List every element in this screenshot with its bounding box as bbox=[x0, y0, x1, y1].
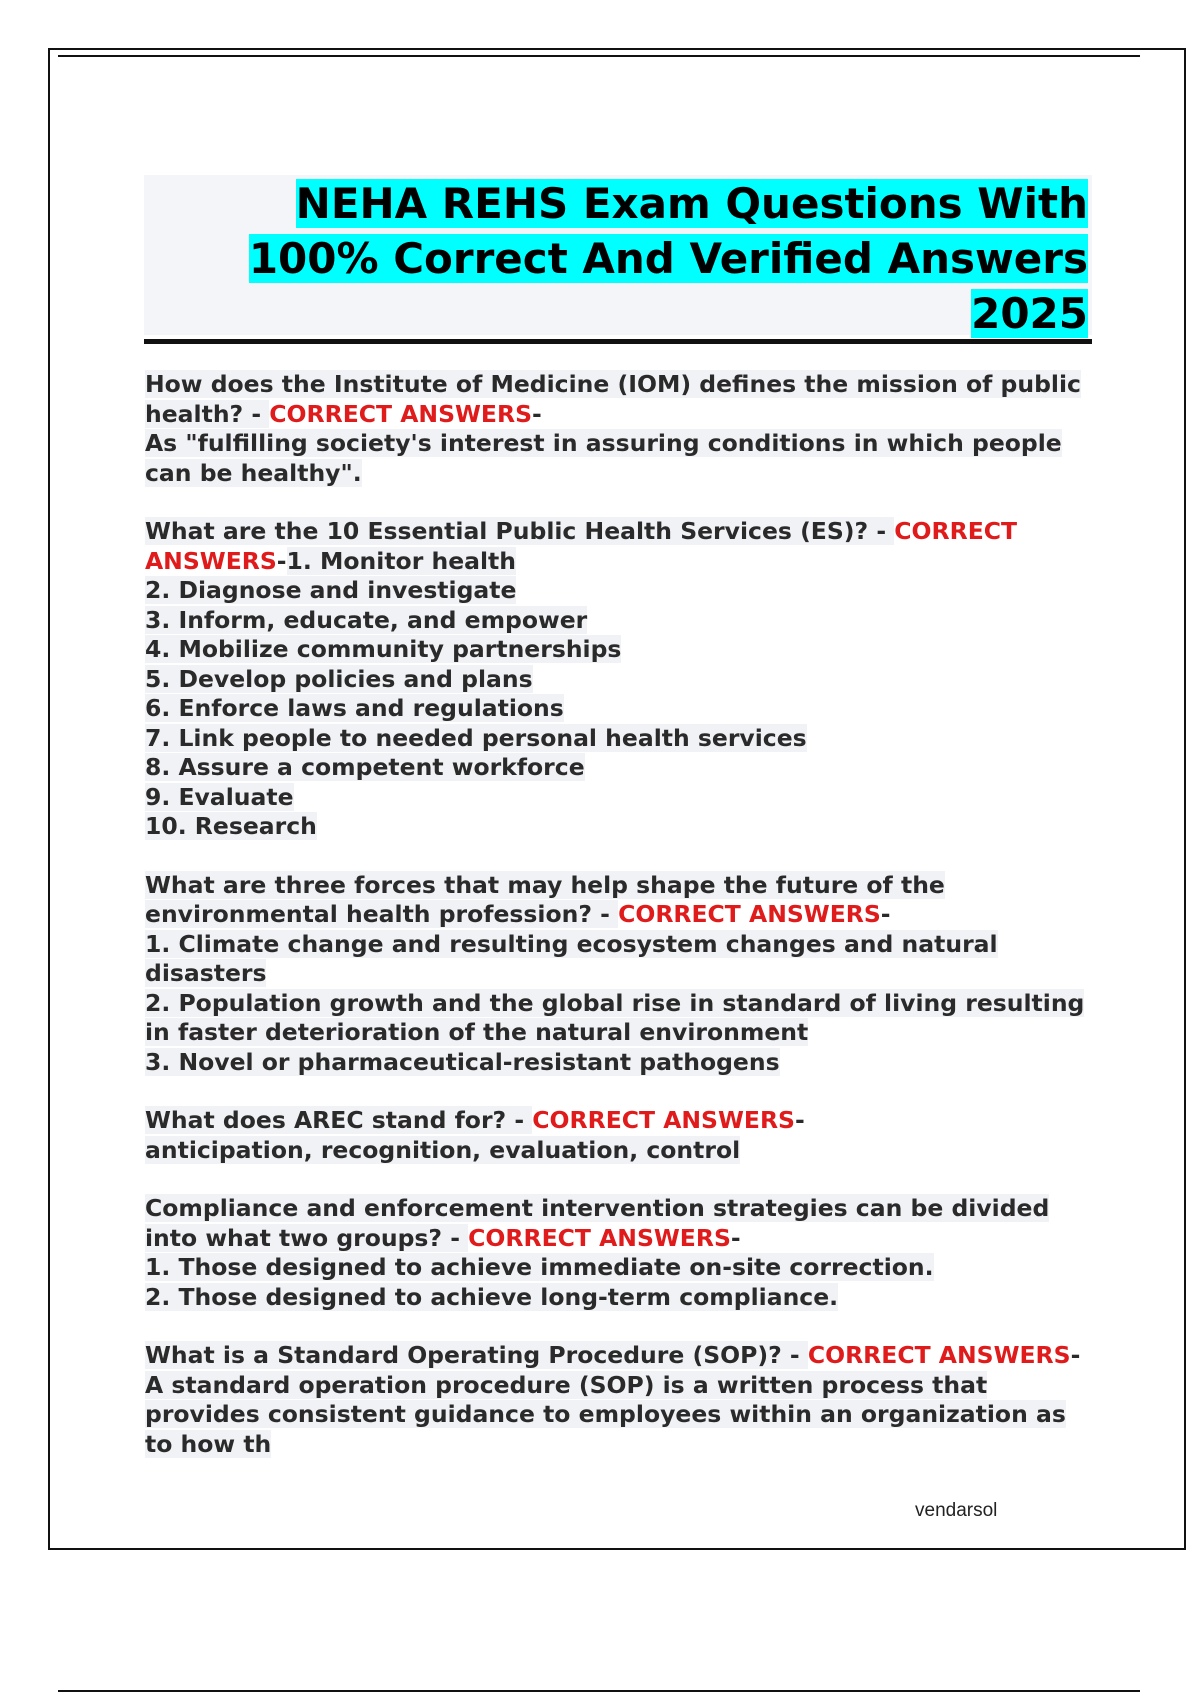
correct-answers-tag: CORRECT ANSWERS bbox=[468, 1223, 731, 1252]
title-line-2: 100% Correct And Verified Answers bbox=[248, 234, 1088, 283]
answer-line: As "fulfilling society's interest in assuring conditions in which people can be healthy". bbox=[145, 429, 1062, 487]
answer-line: 2. Population growth and the global rise in standard of living resulting in faster deterioration of the natural environment bbox=[145, 988, 1085, 1046]
qa-item-6: What is a Standard Operating Procedure (SOP)? - CORRECT ANSWERS- A standard operation procedure (SOP) is a written process that provides consistent guidance to employees within an organization as to how th bbox=[145, 1341, 1081, 1458]
answer-line: 2. Diagnose and investigate bbox=[145, 576, 517, 604]
answer-line: A standard operation procedure (SOP) is a written process that provides consistent guidance to employees within an organization as to how th bbox=[145, 1370, 1066, 1458]
answer-line: 8. Assure a competent workforce bbox=[145, 753, 585, 781]
qa-item-1: How does the Institute of Medicine (IOM) defines the mission of public health? - CORRECT ANSWERS- As "fulfilling society's interest in assuring conditions in which people can be healthy". bbox=[145, 370, 1081, 487]
answer-line: 4. Mobilize community partnerships bbox=[145, 635, 622, 663]
question: What are three forces that may help shape the future of the environmental health profession? - bbox=[145, 870, 945, 928]
correct-answers-tag: CORRECT ANSWERS bbox=[532, 1106, 795, 1134]
title-line-3: 2025 bbox=[971, 289, 1088, 338]
title-rule bbox=[144, 339, 1092, 344]
qa-item-5: Compliance and enforcement intervention strategies can be divided into what two groups? - CORRECT ANSWERS- 1. Those designed to achieve immediate on-site correction. 2. Those designed to achieve long-term compliance. bbox=[145, 1194, 1050, 1311]
answer-line: 3. Inform, educate, and empower bbox=[145, 605, 588, 634]
question: Compliance and enforcement intervention strategies can be divided into what two groups? - bbox=[145, 1194, 1050, 1252]
answer-line: 10. Research bbox=[145, 812, 317, 840]
title-line-1: NEHA REHS Exam Questions With bbox=[295, 179, 1088, 228]
answer-line: 1. Climate change and resulting ecosystem changes and natural disasters bbox=[145, 929, 998, 987]
correct-answers-tag: CORRECT ANSWERS bbox=[269, 399, 532, 428]
question: What are the 10 Essential Public Health Services (ES)? - bbox=[145, 517, 895, 545]
answer-line: 1. Monitor health bbox=[286, 546, 517, 575]
answer-line: 9. Evaluate bbox=[145, 782, 294, 811]
correct-answers-tag: CORRECT ANSWERS bbox=[145, 517, 1018, 575]
document-title bbox=[228, 176, 1088, 341]
qa-item-4: What does AREC stand for? - CORRECT ANSWERS- anticipation, recognition, evaluation, control bbox=[145, 1106, 805, 1164]
correct-answers-tag: CORRECT ANSWERS bbox=[807, 1341, 1071, 1369]
answer-line: 7. Link people to needed personal health services bbox=[145, 723, 807, 752]
answer-line: 1. Those designed to achieve immediate on-site correction. bbox=[145, 1253, 934, 1281]
qa-list bbox=[145, 370, 1095, 1488]
answer-line: 2. Those designed to achieve long-term compliance. bbox=[145, 1282, 839, 1311]
answer-line: 6. Enforce laws and regulations bbox=[145, 694, 564, 722]
answer-line: anticipation, recognition, evaluation, control bbox=[145, 1135, 741, 1164]
qa-item-3: What are three forces that may help shape the future of the environmental health profession? - CORRECT ANSWERS- 1. Climate change and resulting ecosystem changes and natural disasters 2. Population growth and the global rise in standard of living resulting in faster deterioration of the natural environment 3. Novel or pharmaceutical-resistant pathogens bbox=[145, 870, 1085, 1076]
qa-item-2: What are the 10 Essential Public Health Services (ES)? - CORRECT ANSWERS-1. Monitor health 2. Diagnose and investigate 3. Inform, educate, and empower 4. Mobilize community partnerships 5. Develop policies and plans 6. Enforce laws and regulations 7. Link people to needed personal health services 8. Assure a competent workforce 9. Evaluate 10. Research bbox=[145, 517, 1018, 840]
question: What is a Standard Operating Procedure (SOP)? - bbox=[145, 1341, 808, 1369]
footer-author: vendarsol bbox=[915, 1500, 998, 1521]
answer-line: 3. Novel or pharmaceutical-resistant pathogens bbox=[145, 1047, 780, 1076]
bottom-rule bbox=[58, 1690, 1140, 1692]
correct-answers-tag: CORRECT ANSWERS bbox=[618, 900, 881, 928]
answer-line: 5. Develop policies and plans bbox=[145, 664, 533, 693]
question: How does the Institute of Medicine (IOM) defines the mission of public health? - bbox=[145, 370, 1081, 428]
question: What does AREC stand for? - bbox=[145, 1106, 533, 1134]
